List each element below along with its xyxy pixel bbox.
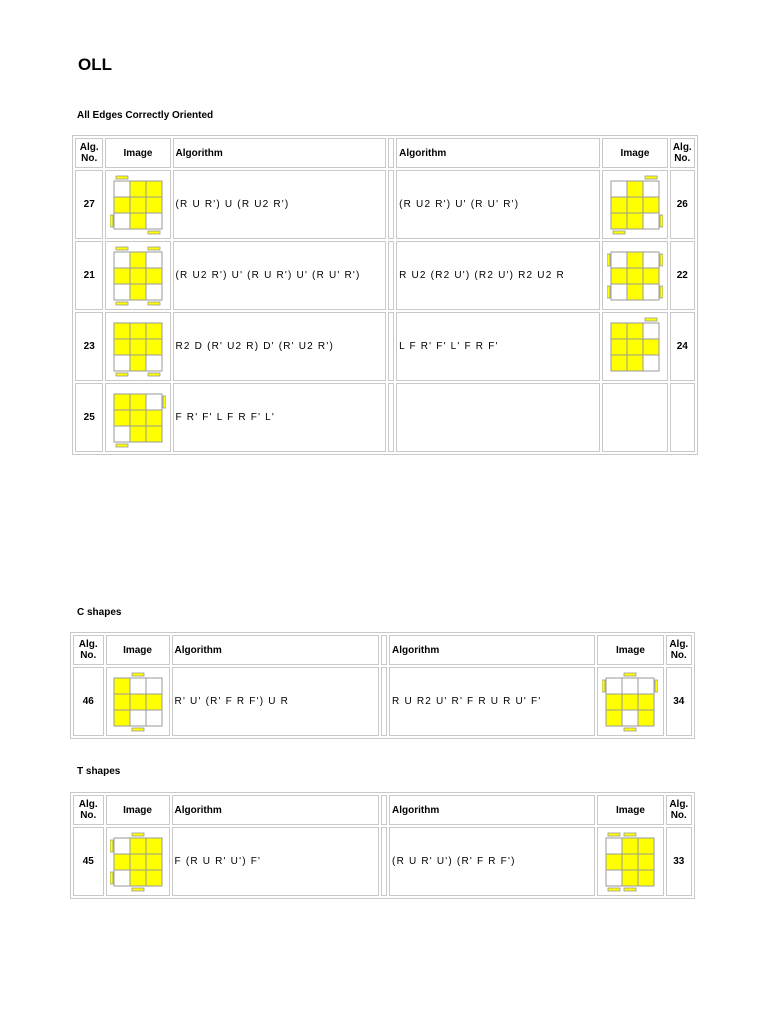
side-sticker-right — [660, 215, 663, 227]
side-sticker-top — [116, 176, 128, 179]
cube-diagram — [607, 316, 663, 378]
side-sticker-bottom — [116, 444, 128, 447]
sticker-blank — [643, 355, 659, 371]
col-header-image: Image — [105, 138, 170, 168]
oll-case-image — [602, 241, 667, 310]
sticker-yellow — [146, 854, 162, 870]
column-divider — [388, 241, 394, 310]
col-header-algorithm: Algorithm — [389, 795, 595, 825]
section-title-t-shapes: T shapes — [77, 766, 121, 777]
sticker-blank — [606, 678, 622, 694]
algorithm-text: R U R2 U' R' F R U R U' F' — [389, 667, 595, 736]
table-row — [75, 312, 695, 381]
sticker-yellow — [130, 181, 146, 197]
sticker-blank — [611, 284, 627, 300]
sticker-yellow — [611, 213, 627, 229]
sticker-yellow — [130, 694, 146, 710]
sticker-yellow — [130, 410, 146, 426]
oll-case-image — [597, 667, 663, 736]
cube-diagram — [607, 174, 663, 236]
table-header-row — [75, 138, 695, 168]
column-divider — [381, 827, 387, 896]
sticker-yellow — [627, 339, 643, 355]
alg-number: 33 — [666, 827, 692, 896]
sticker-blank — [622, 678, 638, 694]
sticker-blank — [643, 252, 659, 268]
side-sticker-top — [132, 673, 144, 676]
side-sticker-bottom — [613, 231, 625, 234]
sticker-yellow — [146, 870, 162, 886]
col-header-image: Image — [597, 795, 663, 825]
sticker-yellow — [627, 284, 643, 300]
alg-number: 45 — [73, 827, 104, 896]
col-header-alg-no: Alg. No. — [75, 138, 103, 168]
alg-number: 25 — [75, 383, 103, 452]
sticker-blank — [643, 181, 659, 197]
algorithm-text: F (R U R' U') F' — [172, 827, 379, 896]
sticker-yellow — [611, 197, 627, 213]
sticker-yellow — [638, 710, 654, 726]
sticker-blank — [146, 710, 162, 726]
algorithm-text: R' U' (R' F R F') U R — [172, 667, 379, 736]
section-title-c-shapes: C shapes — [77, 607, 122, 618]
sticker-yellow — [611, 355, 627, 371]
algorithm-text: (R U R' U') (R' F R F') — [389, 827, 595, 896]
side-sticker-left — [607, 286, 610, 298]
sticker-blank — [114, 870, 130, 886]
oll-case-image — [602, 312, 667, 381]
oll-case-image — [105, 383, 170, 452]
alg-number: 23 — [75, 312, 103, 381]
cube-diagram — [110, 316, 166, 378]
column-divider — [381, 795, 387, 825]
table-header-row — [73, 795, 692, 825]
sticker-yellow — [611, 339, 627, 355]
table-row — [73, 827, 692, 896]
sticker-yellow — [130, 284, 146, 300]
sticker-yellow — [146, 426, 162, 442]
sticker-yellow — [130, 870, 146, 886]
side-sticker-top — [608, 833, 620, 836]
sticker-yellow — [611, 323, 627, 339]
sticker-yellow — [146, 197, 162, 213]
sticker-yellow — [114, 410, 130, 426]
cube-diagram — [602, 831, 658, 893]
sticker-yellow — [638, 838, 654, 854]
col-header-alg-no: Alg. No. — [670, 138, 695, 168]
algorithm-text: R U2 (R2 U') (R2 U') R2 U2 R — [396, 241, 600, 310]
alg-number: 46 — [73, 667, 104, 736]
sticker-yellow — [627, 355, 643, 371]
sticker-yellow — [130, 838, 146, 854]
sticker-blank — [643, 284, 659, 300]
column-divider — [388, 138, 394, 168]
sticker-blank — [114, 252, 130, 268]
sticker-blank — [114, 213, 130, 229]
algorithm-text: (R U2 R') U' (R U R') U' (R U' R') — [173, 241, 387, 310]
oll-table-c-shapes — [70, 632, 695, 739]
cube-diagram — [110, 387, 166, 449]
alg-number: 26 — [670, 170, 695, 239]
algorithm-text — [396, 383, 600, 452]
col-header-algorithm: Algorithm — [172, 795, 379, 825]
side-sticker-top — [624, 673, 636, 676]
col-header-alg-no: Alg. No. — [73, 795, 104, 825]
sticker-blank — [643, 213, 659, 229]
sticker-yellow — [114, 197, 130, 213]
col-header-image: Image — [106, 635, 170, 665]
sticker-yellow — [627, 213, 643, 229]
sticker-blank — [114, 426, 130, 442]
oll-table-all-edges — [72, 135, 698, 455]
side-sticker-left — [110, 840, 113, 852]
side-sticker-bottom — [132, 888, 144, 891]
alg-number: 34 — [666, 667, 692, 736]
col-header-image: Image — [597, 635, 663, 665]
column-divider — [388, 170, 394, 239]
sticker-yellow — [606, 854, 622, 870]
sticker-blank — [611, 181, 627, 197]
side-sticker-bottom — [148, 231, 160, 234]
table-row — [75, 241, 695, 310]
sticker-blank — [622, 710, 638, 726]
column-divider — [381, 667, 387, 736]
sticker-yellow — [643, 268, 659, 284]
side-sticker-bottom — [624, 728, 636, 731]
oll-case-image — [105, 241, 170, 310]
alg-number: 24 — [670, 312, 695, 381]
section-title-all-edges: All Edges Correctly Oriented — [77, 110, 214, 121]
sticker-yellow — [606, 710, 622, 726]
oll-case-image — [106, 667, 170, 736]
sticker-yellow — [114, 394, 130, 410]
algorithm-text: R2 D (R' U2 R) D' (R' U2 R') — [173, 312, 387, 381]
sticker-yellow — [638, 694, 654, 710]
sticker-yellow — [114, 694, 130, 710]
sticker-yellow — [643, 197, 659, 213]
col-header-algorithm: Algorithm — [389, 635, 595, 665]
cube-diagram — [607, 245, 663, 307]
sticker-yellow — [622, 694, 638, 710]
table-header-row — [73, 635, 692, 665]
sticker-blank — [146, 394, 162, 410]
cube-diagram — [110, 831, 166, 893]
sticker-blank — [643, 323, 659, 339]
side-sticker-left — [607, 254, 610, 266]
side-sticker-top — [148, 247, 160, 250]
sticker-blank — [611, 252, 627, 268]
sticker-blank — [114, 181, 130, 197]
sticker-yellow — [146, 838, 162, 854]
side-sticker-bottom — [116, 373, 128, 376]
side-sticker-top — [624, 833, 636, 836]
oll-table-t-shapes — [70, 792, 695, 899]
sticker-yellow — [627, 252, 643, 268]
side-sticker-right — [660, 254, 663, 266]
side-sticker-left — [602, 680, 605, 692]
sticker-blank — [114, 284, 130, 300]
sticker-blank — [146, 213, 162, 229]
algorithm-text: (R U R') U (R U2 R') — [173, 170, 387, 239]
algorithm-text: (R U2 R') U' (R U' R') — [396, 170, 600, 239]
side-sticker-bottom — [608, 888, 620, 891]
sticker-yellow — [130, 854, 146, 870]
col-header-alg-no: Alg. No. — [666, 635, 692, 665]
sticker-blank — [146, 678, 162, 694]
algorithm-text: L F R' F' L' F R F' — [396, 312, 600, 381]
sticker-yellow — [146, 339, 162, 355]
side-sticker-top — [645, 318, 657, 321]
sticker-blank — [146, 252, 162, 268]
sticker-yellow — [130, 426, 146, 442]
sticker-yellow — [627, 323, 643, 339]
sticker-blank — [638, 678, 654, 694]
side-sticker-top — [132, 833, 144, 836]
oll-case-image — [105, 170, 170, 239]
side-sticker-bottom — [624, 888, 636, 891]
algorithm-text: F R' F' L F R F' L' — [173, 383, 387, 452]
side-sticker-bottom — [116, 302, 128, 305]
table-row — [75, 170, 695, 239]
sticker-yellow — [114, 339, 130, 355]
column-divider — [381, 635, 387, 665]
col-header-image: Image — [602, 138, 667, 168]
column-divider — [388, 383, 394, 452]
sticker-blank — [146, 284, 162, 300]
cube-diagram — [110, 245, 166, 307]
cube-diagram — [602, 671, 658, 733]
sticker-yellow — [146, 410, 162, 426]
sticker-blank — [114, 838, 130, 854]
sticker-blank — [606, 870, 622, 886]
sticker-yellow — [146, 181, 162, 197]
sticker-yellow — [146, 268, 162, 284]
sticker-yellow — [130, 394, 146, 410]
sticker-yellow — [114, 854, 130, 870]
sticker-yellow — [146, 323, 162, 339]
side-sticker-right — [655, 680, 658, 692]
sticker-yellow — [114, 678, 130, 694]
oll-case-image — [105, 312, 170, 381]
sticker-blank — [130, 678, 146, 694]
sticker-yellow — [622, 838, 638, 854]
side-sticker-left — [110, 872, 113, 884]
sticker-yellow — [606, 694, 622, 710]
col-header-algorithm: Algorithm — [173, 138, 387, 168]
side-sticker-left — [110, 215, 113, 227]
side-sticker-bottom — [132, 728, 144, 731]
sticker-yellow — [627, 268, 643, 284]
sticker-yellow — [130, 213, 146, 229]
sticker-yellow — [643, 339, 659, 355]
sticker-blank — [130, 710, 146, 726]
col-header-algorithm: Algorithm — [396, 138, 600, 168]
table-row — [73, 667, 692, 736]
side-sticker-bottom — [148, 373, 160, 376]
sticker-yellow — [114, 710, 130, 726]
cube-diagram — [110, 671, 166, 733]
sticker-yellow — [130, 355, 146, 371]
sticker-yellow — [130, 323, 146, 339]
col-header-alg-no: Alg. No. — [73, 635, 104, 665]
alg-number: 22 — [670, 241, 695, 310]
oll-case-image — [602, 383, 667, 452]
alg-number — [670, 383, 695, 452]
col-header-image: Image — [106, 795, 170, 825]
sticker-yellow — [114, 268, 130, 284]
col-header-algorithm: Algorithm — [172, 635, 379, 665]
sticker-yellow — [130, 197, 146, 213]
sticker-yellow — [130, 339, 146, 355]
sticker-yellow — [611, 268, 627, 284]
side-sticker-top — [116, 247, 128, 250]
sticker-yellow — [627, 181, 643, 197]
cube-diagram — [110, 174, 166, 236]
sticker-blank — [114, 355, 130, 371]
side-sticker-right — [163, 396, 166, 408]
oll-case-image — [602, 170, 667, 239]
sticker-yellow — [114, 323, 130, 339]
page-title: OLL — [78, 55, 112, 74]
sticker-yellow — [130, 268, 146, 284]
side-sticker-right — [660, 286, 663, 298]
sticker-yellow — [638, 870, 654, 886]
sticker-yellow — [627, 197, 643, 213]
side-sticker-bottom — [148, 302, 160, 305]
table-row — [75, 383, 695, 452]
sticker-yellow — [146, 694, 162, 710]
alg-number: 21 — [75, 241, 103, 310]
oll-case-image — [106, 827, 170, 896]
col-header-alg-no: Alg. No. — [666, 795, 692, 825]
oll-case-image — [597, 827, 663, 896]
sticker-yellow — [130, 252, 146, 268]
sticker-yellow — [622, 870, 638, 886]
column-divider — [388, 312, 394, 381]
sticker-blank — [146, 355, 162, 371]
sticker-blank — [606, 838, 622, 854]
sticker-yellow — [622, 854, 638, 870]
alg-number: 27 — [75, 170, 103, 239]
sticker-yellow — [638, 854, 654, 870]
side-sticker-top — [645, 176, 657, 179]
